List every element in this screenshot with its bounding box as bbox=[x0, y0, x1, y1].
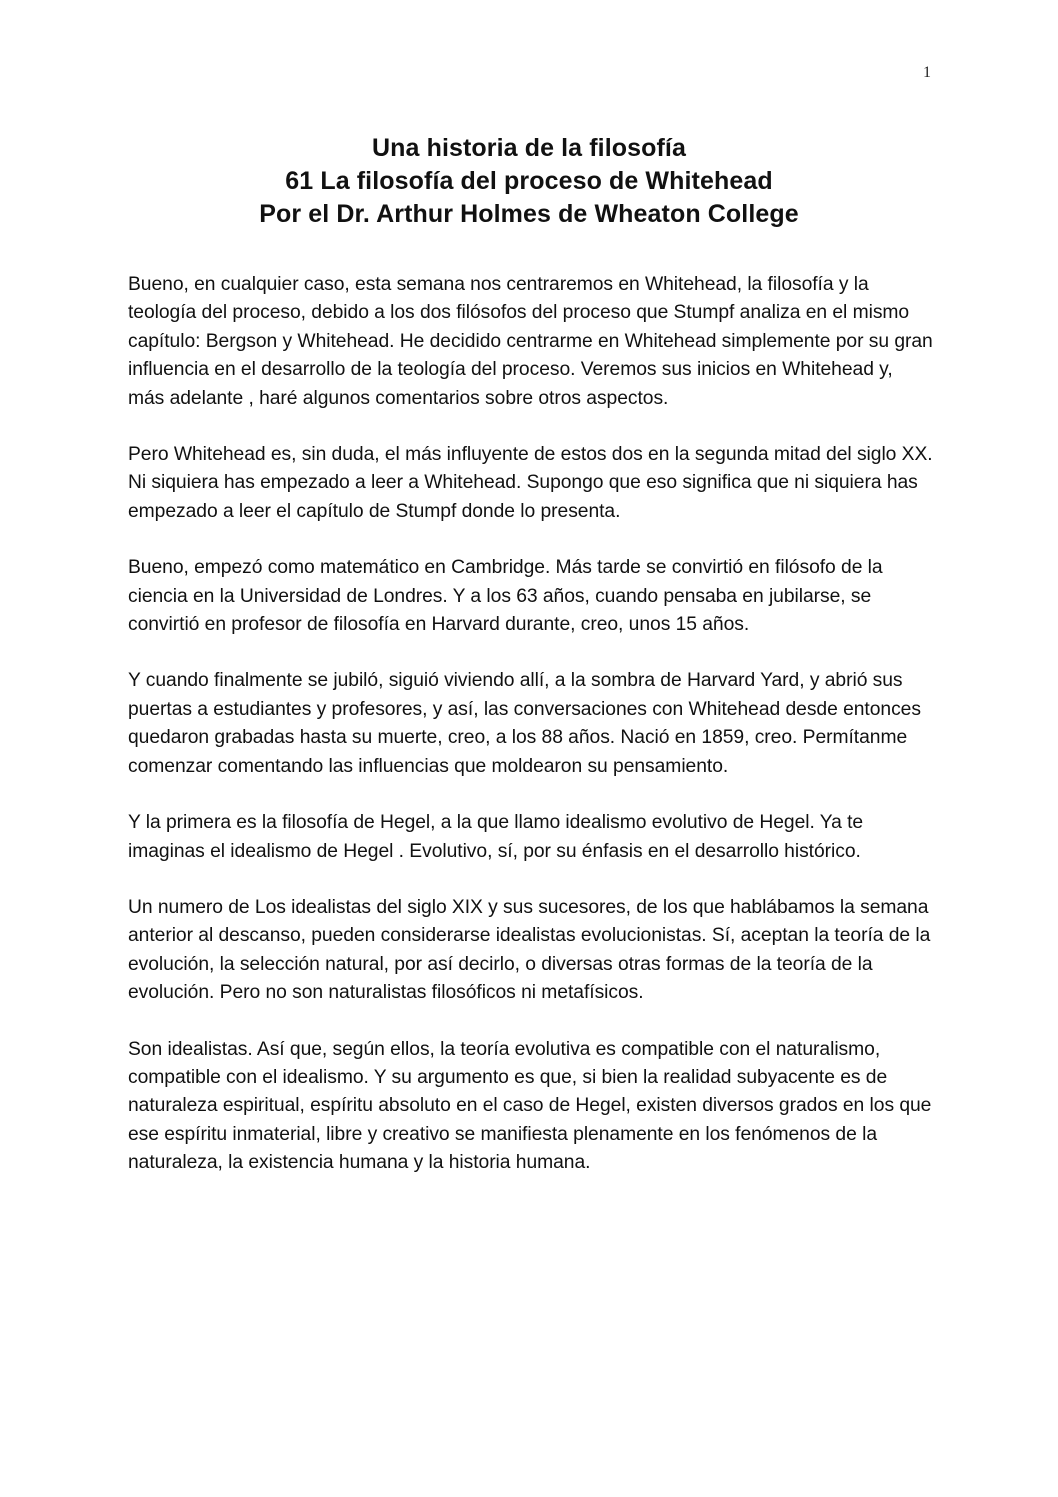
paragraph: Pero Whitehead es, sin duda, el más influyente de estos dos en la segunda mitad del siglo XX. Ni siquiera has empezado a leer a Whitehead. Supongo que eso significa que ni siquiera has empezado a leer el capítulo de Stumpf donde lo presenta. bbox=[128, 444, 933, 522]
page-number: 1 bbox=[923, 64, 931, 81]
paragraph: Y la primera es la filosofía de Hegel, a la que llamo idealismo evolutivo de Hegel. Ya te imaginas el idealismo de Hegel . Evolutivo, sí, por su énfasis en el desarrollo histórico. bbox=[128, 812, 864, 862]
paragraph: Y cuando finalmente se jubiló, siguió viviendo allí, a la sombra de Harvard Yard, y abrió sus puertas a estudiantes y profesores, y así, las conversaciones con Whitehead desde entonces quedaron grabadas hasta su muerte, creo, a los 88 años. Nació en 1859, creo. Permítanme comenzar comentando las influencias que moldearon su pensamiento. bbox=[128, 670, 921, 777]
body-text bbox=[128, 271, 933, 1206]
paragraph: Un numero de Los idealistas del siglo XIX y sus sucesores, de los que hablábamos la semana anterior al descanso, pueden considerarse idealistas evolucionistas. Sí, aceptan la teoría de la evolución, la selección natural, por así decirlo, o diversas otras formas de la teoría de la evolución. Pero no son naturalistas filosóficos ni metafísicos. bbox=[128, 896, 931, 1004]
paragraph: Bueno, empezó como matemático en Cambridge. Más tarde se convirtió en filósofo de la ciencia en la Universidad de Londres. Y a los 63 años, cuando pensaba en jubilarse, se convirtió en profesor de filosofía en Harvard durante, creo, unos 15 años. bbox=[128, 557, 883, 636]
title-line-series: Una historia de la filosofía bbox=[372, 134, 686, 162]
document-title bbox=[0, 132, 1058, 231]
title-line-lecture: 61 La filosofía del proceso de Whitehead bbox=[285, 167, 773, 195]
paragraph: Bueno, en cualquier caso, esta semana nos centraremos en Whitehead, la filosofía y la teología del proceso, debido a los dos filósofos del proceso que Stumpf analiza en el mismo capítulo: Bergson y Whitehead. He decidido centrarme en Whitehead simplemente por su gran influencia en el desarrollo de la teología del proceso. Veremos sus inicios en Whitehead y, más adelante , haré algunos comentarios sobre otros aspectos. bbox=[128, 274, 933, 409]
paragraph: Son idealistas. Así que, según ellos, la teoría evolutiva es compatible con el naturalismo, compatible con el idealismo. Y su argumento es que, si bien la realidad subyacente es de naturaleza espiritual, espíritu absoluto en el caso de Hegel, existen diversos grados en los que ese espíritu inmaterial, libre y creativo se manifiesta plenamente en los fenómenos de la naturaleza, la existencia humana y la historia humana. bbox=[128, 1038, 932, 1174]
title-line-author: Por el Dr. Arthur Holmes de Wheaton College bbox=[259, 200, 799, 228]
